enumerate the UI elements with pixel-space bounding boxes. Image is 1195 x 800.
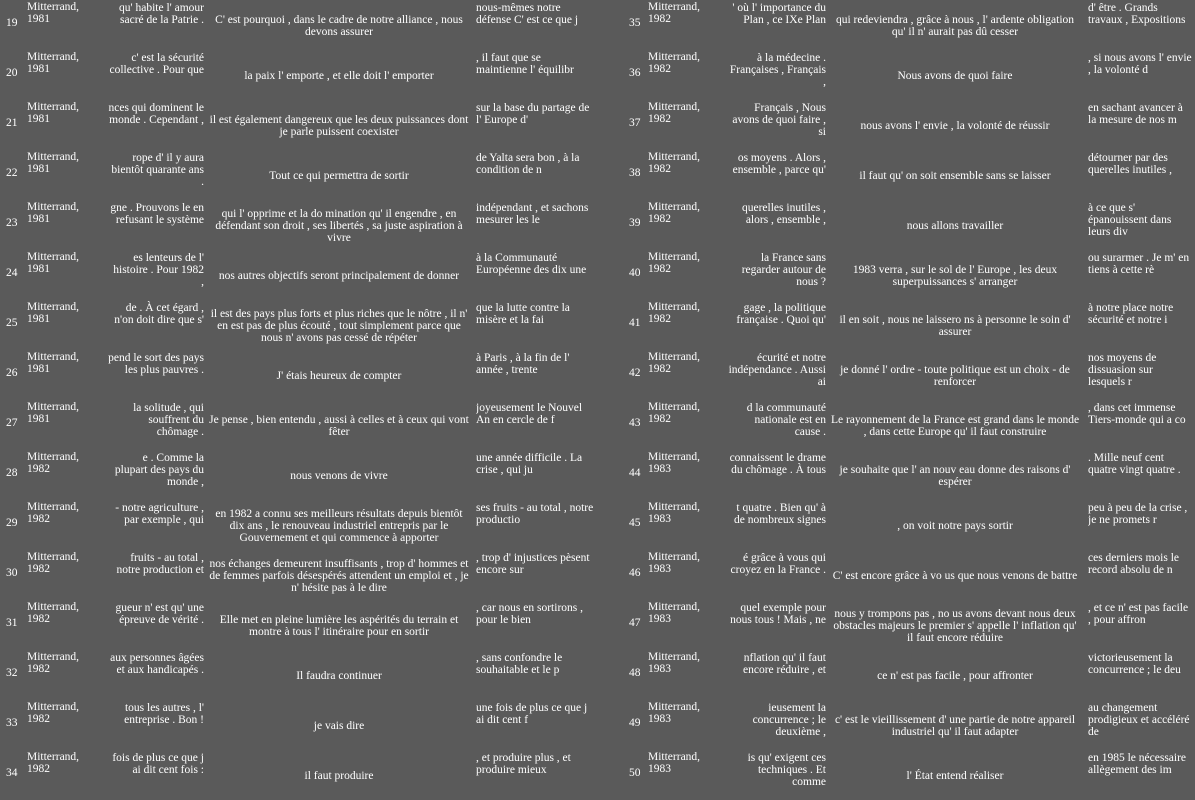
concordance-column-left <box>0 0 597 780</box>
keyword-text: C' est encore grâce à vo us que nous venons de battre <box>832 570 1078 582</box>
source-author-name: Mitterrand, <box>648 601 701 613</box>
right-context: à notre place notre sécurité et notre i <box>1088 302 1174 326</box>
left-context: quel exemple pour nous tous ! Mais , ne <box>730 602 826 626</box>
keyword-context <box>208 52 470 100</box>
row-number: 34 <box>6 767 18 779</box>
keyword-context <box>208 352 470 400</box>
row-number: 20 <box>6 67 18 79</box>
keyword-text: il faut produire <box>304 770 374 782</box>
left-context: connaissent le drame du chômage . À tous <box>729 452 826 476</box>
keyword-text: il est également dangereux que les deux puissances dont je parle puissent coexister <box>209 114 469 138</box>
source-year: 1982 <box>648 63 671 75</box>
right-context: , trop d' injustices pèsent encore sur <box>476 552 590 576</box>
left-context: - notre agriculture , par exemple , qui <box>115 502 204 526</box>
source-author-name: Mitterrand, <box>27 101 80 113</box>
source-author-name: Mitterrand, <box>648 701 701 713</box>
keyword-context <box>830 702 1080 750</box>
row-number: 41 <box>629 317 641 329</box>
source-author <box>648 51 728 75</box>
left-context: pend le sort des pays les plus pauvres . <box>108 352 204 376</box>
row-number: 25 <box>6 317 18 329</box>
source-author <box>27 201 107 225</box>
keyword-text: nous y trompons pas , no us avons devant nous deux obstacles majeurs le premier s' appelle l' inflation qu' il faut encore réduire <box>833 608 1077 644</box>
source-year: 1982 <box>648 413 671 425</box>
concordance-row <box>0 100 597 150</box>
source-author <box>648 601 728 625</box>
source-author <box>648 301 728 325</box>
left-context: fois de plus ce que j ai dit cent fois : <box>112 752 204 776</box>
row-number: 31 <box>6 617 18 629</box>
right-context: peu à peu de la crise , je ne promets r <box>1088 502 1188 526</box>
source-author-name: Mitterrand, <box>27 551 80 563</box>
source-author-name: Mitterrand, <box>648 651 701 663</box>
source-year: 1983 <box>648 663 671 675</box>
source-author <box>648 551 728 575</box>
source-author <box>648 401 728 425</box>
right-context: une fois de plus ce que j ai dit cent f <box>476 702 588 726</box>
concordance-row <box>0 450 597 500</box>
keyword-context <box>208 402 470 450</box>
source-year: 1981 <box>27 163 50 175</box>
concordance-row <box>598 100 1195 150</box>
keyword-text: Elle met en pleine lumière les aspérités du terrain et montre à tous l' itinéraire pour en sortir <box>219 614 459 638</box>
keyword-text: nos échanges demeurent insuffisants , trop d' hommes et de femmes parfois désespérés attendent un emploi et , je n' hésite pas à le dire <box>209 558 469 594</box>
concordance-row <box>0 200 597 250</box>
keyword-context <box>830 252 1080 300</box>
source-author-name: Mitterrand, <box>27 651 80 663</box>
row-number: 23 <box>6 217 18 229</box>
keyword-context <box>830 602 1080 650</box>
source-author-name: Mitterrand, <box>27 301 80 313</box>
concordance-row <box>598 550 1195 600</box>
source-author <box>27 601 107 625</box>
source-year: 1982 <box>648 113 671 125</box>
row-number: 42 <box>629 367 641 379</box>
keyword-text: Tout ce qui permettra de sortir <box>269 170 409 182</box>
source-author <box>27 351 107 375</box>
right-context: détourner par des querelles inutiles , <box>1088 152 1172 176</box>
keyword-context <box>830 302 1080 350</box>
right-context: , dans cet immense Tiers-monde qui a co <box>1088 402 1186 426</box>
left-context: c' est la sécurité collective . Pour que <box>109 52 204 76</box>
source-author <box>27 51 107 75</box>
source-year: 1981 <box>27 13 50 25</box>
right-context: au changement prodigieux et accéléré de <box>1088 702 1190 738</box>
source-year: 1982 <box>648 263 671 275</box>
concordance-row <box>598 350 1195 400</box>
keyword-context <box>830 752 1080 800</box>
source-author <box>27 251 107 275</box>
source-author-name: Mitterrand, <box>27 151 80 163</box>
right-context: ces derniers mois le record absolu de n <box>1088 552 1180 576</box>
keyword-text: Nous avons de quoi faire <box>897 70 1013 82</box>
source-year: 1982 <box>27 713 50 725</box>
keyword-context <box>830 502 1080 550</box>
source-year: 1982 <box>648 363 671 375</box>
concordance-column-right <box>598 0 1195 788</box>
row-number: 35 <box>629 17 641 29</box>
row-number: 19 <box>6 17 18 29</box>
left-context: tous les autres , l' entreprise . Bon ! <box>124 702 204 726</box>
row-number: 33 <box>6 717 18 729</box>
row-number: 49 <box>629 717 641 729</box>
source-year: 1982 <box>27 463 50 475</box>
keyword-context <box>830 52 1080 100</box>
source-year: 1982 <box>27 613 50 625</box>
source-author-name: Mitterrand, <box>648 51 701 63</box>
concordance-row <box>0 300 597 350</box>
source-author-name: Mitterrand, <box>648 401 701 413</box>
concordance-row <box>0 400 597 450</box>
keyword-context <box>830 102 1080 150</box>
concordance-row <box>598 300 1195 350</box>
row-number: 22 <box>6 167 18 179</box>
keyword-context <box>830 202 1080 250</box>
concordance-row <box>0 150 597 200</box>
source-year: 1983 <box>648 513 671 525</box>
left-context: ' où l' importance du Plan , ce IXe Plan <box>732 2 826 26</box>
concordance-row <box>0 600 597 650</box>
left-context: la solitude , qui souffrent du chômage . <box>133 402 204 438</box>
keyword-text: c' est le vieillissement d' une partie de notre appareil industriel qu' il faut adapter <box>834 714 1076 738</box>
right-context: que la lutte contre la misère et la fai <box>476 302 570 326</box>
row-number: 32 <box>6 667 18 679</box>
right-context: victorieusement la concurrence ; le deu <box>1088 652 1181 676</box>
keyword-context <box>830 652 1080 700</box>
left-context: nflation qu' il faut encore réduire , et <box>742 652 826 676</box>
source-author <box>648 201 728 225</box>
left-context: gueur n' est qu' une épreuve de vérité . <box>115 602 204 626</box>
source-author <box>27 151 107 175</box>
source-year: 1981 <box>27 63 50 75</box>
source-author <box>27 401 107 425</box>
keyword-text: Le rayonnement de la France est grand dans le monde , dans cette Europe qu' il faut construire <box>830 414 1080 438</box>
left-context: écurité et notre indépendance . Aussi ai <box>728 352 826 388</box>
concordance-row <box>598 700 1195 750</box>
keyword-context <box>208 252 470 300</box>
row-number: 45 <box>629 517 641 529</box>
row-number: 40 <box>629 267 641 279</box>
source-year: 1981 <box>27 113 50 125</box>
source-author-name: Mitterrand, <box>648 251 701 263</box>
source-author <box>27 451 107 475</box>
keyword-context <box>208 602 470 650</box>
keyword-context <box>208 552 470 600</box>
left-context: d la communauté nationale est en cause . <box>746 402 826 438</box>
keyword-context <box>830 152 1080 200</box>
keyword-text: la paix l' emporte , et elle doit l' emporter <box>244 70 434 82</box>
keyword-text: qui redeviendra , grâce à nous , l' ardente obligation qu' il n' aurait pas dû cesser <box>835 14 1075 38</box>
concordance-row <box>0 650 597 700</box>
right-context: , et produire plus , et produire mieux <box>476 752 571 776</box>
concordance-row <box>0 750 597 800</box>
row-number: 50 <box>629 767 641 779</box>
concordance-row <box>0 50 597 100</box>
keyword-text: C' est pourquoi , dans le cadre de notre alliance , nous devons assurer <box>215 14 463 38</box>
keyword-context <box>830 2 1080 50</box>
row-number: 37 <box>629 117 641 129</box>
source-author-name: Mitterrand, <box>27 501 80 513</box>
source-year: 1983 <box>648 713 671 725</box>
left-context: à la médecine . Françaises , Français , <box>729 52 826 88</box>
source-author-name: Mitterrand, <box>648 351 701 363</box>
source-year: 1982 <box>648 13 671 25</box>
source-author <box>648 251 728 275</box>
source-year: 1981 <box>27 413 50 425</box>
concordance-row <box>598 450 1195 500</box>
right-context: à la Communauté Européenne des dix une <box>476 252 587 276</box>
right-context: à Paris , à la fin de l' année , trente <box>476 352 570 376</box>
right-context: sur la base du partage de l' Europe d' <box>476 102 590 126</box>
keyword-text: il faut qu' on soit ensemble sans se laisser <box>859 170 1051 182</box>
left-context: t quatre . Bien qu' à de nombreux signes <box>734 502 826 526</box>
row-number: 39 <box>629 217 641 229</box>
row-number: 26 <box>6 367 18 379</box>
source-author-name: Mitterrand, <box>27 451 80 463</box>
source-author <box>648 101 728 125</box>
source-author-name: Mitterrand, <box>27 351 80 363</box>
source-year: 1982 <box>27 513 50 525</box>
keyword-text: , on voit notre pays sortir <box>897 520 1013 532</box>
left-context: e . Comme la plupart des pays du monde , <box>114 452 204 488</box>
right-context: une année difficile . La crise , qui ju <box>476 452 583 476</box>
right-context: en sachant avancer à la mesure de nos m <box>1088 102 1183 126</box>
source-author-name: Mitterrand, <box>648 501 701 513</box>
source-author-name: Mitterrand, <box>27 401 80 413</box>
row-number: 46 <box>629 567 641 579</box>
keyword-text: Je pense , bien entendu , aussi à celles et à ceux qui vont fêter <box>209 414 469 438</box>
left-context: rope d' il y aura bientôt quarante ans . <box>111 152 204 188</box>
left-context: nces qui dominent le monde . Cependant , <box>108 102 204 126</box>
right-context: d' être . Grands travaux , Expositions <box>1088 2 1186 26</box>
left-context: Français , Nous avons de quoi faire , si <box>732 102 826 138</box>
concordance-row <box>598 650 1195 700</box>
keyword-context <box>208 202 470 250</box>
source-author-name: Mitterrand, <box>648 151 701 163</box>
source-author-name: Mitterrand, <box>648 551 701 563</box>
right-context: , il faut que se maintienne l' équilibr <box>476 52 574 76</box>
row-number: 30 <box>6 567 18 579</box>
keyword-text: J' étais heureux de compter <box>276 370 402 382</box>
source-year: 1983 <box>648 563 671 575</box>
concordance-row <box>0 700 597 750</box>
source-author-name: Mitterrand, <box>648 301 701 313</box>
concordance-row <box>598 0 1195 50</box>
source-author <box>27 751 107 775</box>
source-author-name: Mitterrand, <box>27 701 80 713</box>
source-author-name: Mitterrand, <box>648 751 701 763</box>
keyword-context <box>208 752 470 800</box>
row-number: 24 <box>6 267 18 279</box>
row-number: 29 <box>6 517 18 529</box>
keyword-text: je souhaite que l' an nouv eau donne des raisons d' espérer <box>839 464 1071 488</box>
source-author-name: Mitterrand, <box>648 1 701 13</box>
right-context: en 1985 le nécessaire allègement des im <box>1088 752 1187 776</box>
row-number: 36 <box>629 67 641 79</box>
keyword-text: nos autres objectifs seront principalement de donner <box>218 270 460 282</box>
source-author <box>27 701 107 725</box>
row-number: 38 <box>629 167 641 179</box>
source-year: 1981 <box>27 363 50 375</box>
row-number: 21 <box>6 117 18 129</box>
left-context: gage , la politique française . Quoi qu' <box>736 302 826 326</box>
source-year: 1983 <box>648 463 671 475</box>
source-year: 1982 <box>648 313 671 325</box>
keyword-text: 1983 verra , sur le sol de l' Europe , les deux superpuissances s' arranger <box>852 264 1058 288</box>
keyword-text: en 1982 a connu ses meilleurs résultats depuis bientôt dix ans , le renouveau industriel entrepris par le Gouvernement et qui commence à apporter <box>215 508 463 544</box>
concordance-row <box>598 200 1195 250</box>
keyword-context <box>208 302 470 350</box>
left-context: de . À cet égard , n'on doit dire que s' <box>114 302 204 326</box>
source-author-name: Mitterrand, <box>648 451 701 463</box>
source-author-name: Mitterrand, <box>27 201 80 213</box>
right-context: indépendant , et sachons mesurer les le <box>476 202 589 226</box>
keyword-context <box>208 102 470 150</box>
keyword-context <box>830 552 1080 600</box>
left-context: aux personnes âgées et aux handicapés . <box>110 652 204 676</box>
left-context: os moyens . Alors , ensemble , parce qu' <box>732 152 826 176</box>
concordance-row <box>0 500 597 550</box>
source-author <box>648 751 728 775</box>
concordance-row <box>0 350 597 400</box>
row-number: 28 <box>6 467 18 479</box>
source-author-name: Mitterrand, <box>27 1 80 13</box>
row-number: 43 <box>629 417 641 429</box>
keyword-context <box>208 652 470 700</box>
right-context: nous-mêmes notre défense C' est ce que j <box>476 2 579 26</box>
source-year: 1983 <box>648 763 671 775</box>
source-author <box>27 1 107 25</box>
left-context: es lenteurs de l' histoire . Pour 1982 , <box>113 252 204 288</box>
concordance-row <box>598 500 1195 550</box>
source-year: 1981 <box>27 263 50 275</box>
keyword-context <box>830 402 1080 450</box>
source-author-name: Mitterrand, <box>27 601 80 613</box>
source-author <box>648 651 728 675</box>
row-number: 44 <box>629 467 641 479</box>
concordance-row <box>598 750 1195 800</box>
concordance-row <box>598 150 1195 200</box>
row-number: 27 <box>6 417 18 429</box>
concordance-row <box>598 600 1195 650</box>
keyword-text: nous avons l' envie , la volonté de réussir <box>860 120 1050 132</box>
source-year: 1982 <box>27 763 50 775</box>
keyword-text: Il faudra continuer <box>296 670 382 682</box>
row-number: 47 <box>629 617 641 629</box>
concordance-row <box>0 550 597 600</box>
right-context: nos moyens de dissuasion sur lesquels r <box>1088 352 1157 388</box>
right-context: joyeusement le Nouvel An en cercle de f <box>476 402 583 426</box>
keyword-text: il en soit , nous ne laissero ns à personne le soin d' assurer <box>839 314 1071 338</box>
left-context: querelles inutiles , alors , ensemble , <box>742 202 826 226</box>
left-context: la France sans regarder autour de nous ? <box>741 252 826 288</box>
right-context: , car nous en sortirons , pour le bien <box>476 602 583 626</box>
concordance-row <box>598 250 1195 300</box>
keyword-text: nous allons travailler <box>906 220 1004 232</box>
keyword-context <box>208 152 470 200</box>
keyword-text: qui l' opprime et la do mination qu' il engendre , en défendant son droit , ses libertés , sa juste aspiration à vivre <box>215 208 463 244</box>
right-context: ses fruits - au total , notre productio <box>476 502 594 526</box>
keyword-context <box>830 452 1080 500</box>
left-context: gne . Prouvons le en refusant le système <box>110 202 204 226</box>
source-year: 1983 <box>648 613 671 625</box>
source-year: 1981 <box>27 313 50 325</box>
source-author <box>648 1 728 25</box>
right-context: . Mille neuf cent quatre vingt quatre . <box>1088 452 1181 476</box>
source-year: 1981 <box>27 213 50 225</box>
left-context: fruits - au total , notre production et <box>116 552 204 576</box>
source-author-name: Mitterrand, <box>27 51 80 63</box>
keyword-text: nous venons de vivre <box>290 470 388 482</box>
source-author <box>648 701 728 725</box>
keyword-context <box>830 352 1080 400</box>
right-context: , si nous avons l' envie , la volonté d <box>1088 52 1192 76</box>
source-author <box>648 451 728 475</box>
left-context: ieusement la concurrence ; le deuxième , <box>752 702 826 738</box>
left-context: qu' habite l' amour sacré de la Patrie . <box>119 2 204 26</box>
concordance-row <box>598 50 1195 100</box>
keyword-text: je vais dire <box>313 720 365 732</box>
source-year: 1982 <box>648 213 671 225</box>
right-context: , et ce n' est pas facile , pour affron <box>1088 602 1189 626</box>
keyword-context <box>208 702 470 750</box>
concordance-row <box>0 0 597 50</box>
keyword-context <box>208 452 470 500</box>
keyword-text: je donné l' ordre - toute politique est un choix - de renforcer <box>840 364 1070 388</box>
keyword-context <box>208 2 470 50</box>
source-author <box>27 651 107 675</box>
source-author <box>27 501 107 525</box>
source-author <box>27 301 107 325</box>
concordance-row <box>0 250 597 300</box>
right-context: ou surarmer . Je m' en tiens à cette rè <box>1088 252 1190 276</box>
keyword-text: ce n' est pas facile , pour affronter <box>877 670 1033 682</box>
source-author <box>27 101 107 125</box>
source-author-name: Mitterrand, <box>648 201 701 213</box>
keyword-text: il est des pays plus forts et plus riches que le nôtre , il n' en est pas de plus écouté , tout simplement parce que nous n' avons pas cessé de répéter <box>210 308 468 344</box>
source-author <box>648 501 728 525</box>
source-author-name: Mitterrand, <box>27 251 80 263</box>
source-author <box>648 351 728 375</box>
left-context: is qu' exigent ces techniques . Et comme <box>747 752 826 788</box>
right-context: , sans confondre le souhaitable et le p <box>476 652 563 676</box>
source-author-name: Mitterrand, <box>648 101 701 113</box>
source-year: 1982 <box>648 163 671 175</box>
source-author-name: Mitterrand, <box>27 751 80 763</box>
source-author <box>648 151 728 175</box>
left-context: é grâce à vous qui croyez en la France . <box>730 552 826 576</box>
right-context: à ce que s' épanouissent dans leurs div <box>1088 202 1172 238</box>
source-year: 1982 <box>27 563 50 575</box>
row-number: 48 <box>629 667 641 679</box>
keyword-context <box>208 502 470 550</box>
right-context: de Yalta sera bon , à la condition de n <box>476 152 580 176</box>
source-author <box>27 551 107 575</box>
keyword-text: l' État entend réaliser <box>906 770 1004 782</box>
source-year: 1982 <box>27 663 50 675</box>
concordance-row <box>598 400 1195 450</box>
